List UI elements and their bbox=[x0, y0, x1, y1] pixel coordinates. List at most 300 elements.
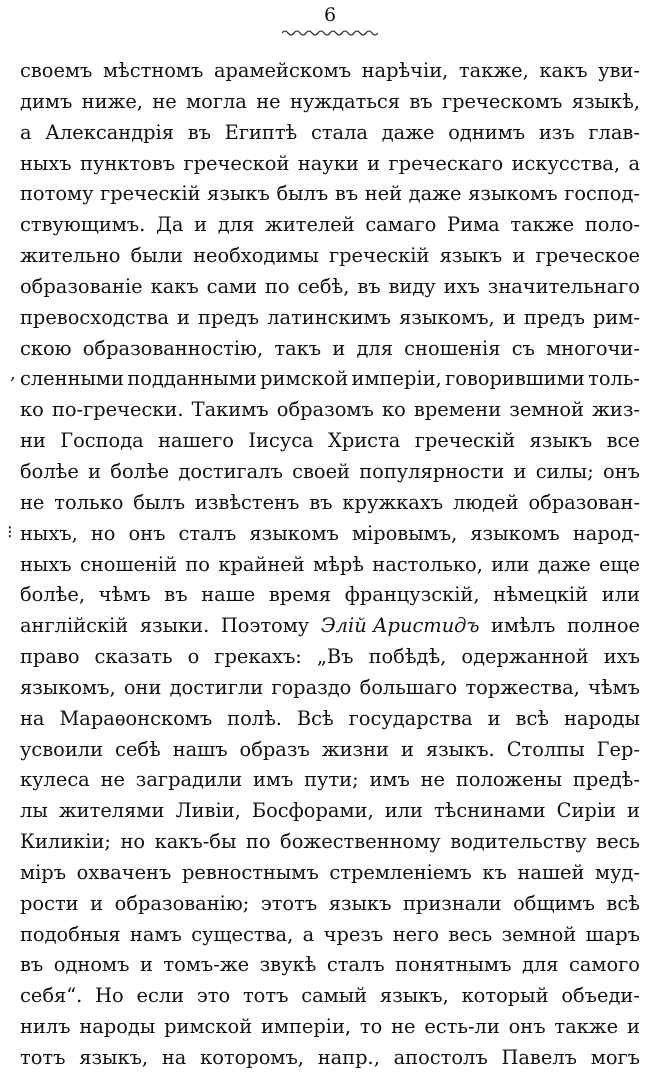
word: въ bbox=[309, 490, 333, 514]
text-line bbox=[20, 241, 640, 272]
word: мѣстномъ bbox=[102, 59, 204, 82]
word: все bbox=[606, 429, 640, 453]
word: стремленіемъ bbox=[329, 860, 472, 884]
word: и bbox=[487, 706, 501, 730]
word: Рима bbox=[447, 213, 500, 237]
word: и bbox=[513, 459, 527, 483]
word: самаго bbox=[365, 213, 437, 237]
word: ниже, bbox=[81, 89, 143, 113]
word: Александрія bbox=[45, 120, 174, 144]
word: языкѣ, bbox=[571, 89, 640, 113]
text-line bbox=[20, 426, 640, 457]
margin-mark: ⁝ bbox=[7, 522, 13, 543]
word: и bbox=[90, 891, 104, 915]
text-line bbox=[20, 673, 640, 704]
word: не bbox=[100, 768, 125, 792]
word: нилъ bbox=[20, 1015, 71, 1039]
word: ни bbox=[20, 429, 46, 453]
word: силы; bbox=[535, 459, 594, 483]
word: языкомъ bbox=[470, 521, 560, 545]
text-line bbox=[20, 519, 640, 550]
word: пунктовъ bbox=[80, 151, 176, 175]
word: сталъ bbox=[326, 953, 385, 977]
word: ныхъ, bbox=[20, 521, 78, 545]
word: латинскимъ bbox=[267, 305, 391, 329]
word: не bbox=[391, 1015, 416, 1039]
text-line bbox=[20, 735, 640, 766]
word: языки. bbox=[139, 614, 210, 638]
word: для bbox=[217, 213, 255, 237]
word: міръ bbox=[20, 860, 67, 884]
word: грекахъ: bbox=[214, 645, 302, 669]
word: жительно bbox=[20, 244, 121, 268]
word: подданными bbox=[127, 367, 257, 391]
word: шаръ bbox=[585, 922, 640, 946]
word: многочи- bbox=[546, 336, 640, 360]
word: нарѣчіи, bbox=[361, 59, 449, 82]
word: нѣмецкій bbox=[493, 583, 589, 607]
word: чрезъ bbox=[323, 922, 384, 946]
word: который bbox=[461, 984, 549, 1008]
word: ныхъ bbox=[20, 552, 72, 576]
word: Мараѳонскомъ bbox=[59, 706, 213, 730]
word: „Въ bbox=[316, 645, 354, 669]
word: Сиріи bbox=[556, 799, 616, 823]
word: сношеній bbox=[80, 552, 178, 576]
word: Такимъ bbox=[191, 398, 269, 422]
wavy-rule-ornament-icon bbox=[282, 28, 378, 38]
word: томъ-же bbox=[163, 953, 250, 977]
italic-name: Элій Аристидъ bbox=[320, 614, 480, 638]
text-line bbox=[20, 611, 640, 642]
text-line bbox=[20, 87, 640, 118]
word: одномъ bbox=[53, 953, 130, 977]
text-line bbox=[20, 56, 640, 87]
word: и bbox=[627, 799, 640, 823]
word: мѣрѣ bbox=[313, 552, 364, 576]
word: жителями bbox=[58, 799, 165, 823]
word: былъ bbox=[133, 490, 186, 514]
word: усвоили bbox=[20, 737, 104, 761]
word: ихъ bbox=[443, 274, 480, 298]
word: полное bbox=[566, 614, 640, 638]
word: ныхъ bbox=[20, 151, 72, 175]
word: государства bbox=[348, 706, 473, 730]
word: пути; bbox=[304, 768, 359, 792]
word: нашего bbox=[158, 429, 234, 453]
word: не bbox=[152, 89, 177, 113]
word: побѣдѣ, bbox=[368, 645, 447, 669]
word: то bbox=[359, 1015, 383, 1039]
word: греческомъ bbox=[441, 89, 563, 113]
text-line bbox=[20, 889, 640, 920]
word: образованію; bbox=[114, 891, 250, 915]
word: какъ bbox=[150, 274, 199, 298]
word: греческаго bbox=[388, 151, 504, 175]
word: и bbox=[332, 336, 346, 360]
word: рим- bbox=[593, 305, 640, 329]
text-line bbox=[20, 920, 640, 951]
word: поло- bbox=[584, 213, 640, 237]
word: греческой bbox=[183, 151, 290, 175]
word: торжества, bbox=[465, 675, 580, 699]
word: ко bbox=[381, 398, 406, 422]
word: но bbox=[90, 521, 116, 545]
word: предѣ- bbox=[572, 768, 640, 792]
text-line bbox=[20, 858, 640, 889]
text-line bbox=[20, 272, 640, 303]
word: они bbox=[123, 675, 162, 699]
word: и bbox=[367, 151, 381, 175]
word: Ливіи, bbox=[175, 799, 241, 823]
word: значительнаго bbox=[487, 274, 640, 298]
word: виду bbox=[388, 274, 436, 298]
word: наше bbox=[201, 583, 256, 607]
word: въ bbox=[334, 182, 359, 206]
text-line bbox=[20, 981, 640, 1012]
word: тѣснинами bbox=[433, 799, 546, 823]
word: тотъ bbox=[242, 984, 289, 1008]
word: Босфорами, bbox=[251, 799, 374, 823]
word: для bbox=[356, 336, 393, 360]
word: земной bbox=[501, 922, 577, 946]
word: крайней bbox=[218, 552, 305, 576]
word: достигалъ bbox=[178, 459, 283, 483]
text-line bbox=[20, 179, 640, 210]
word: Египтѣ bbox=[224, 120, 298, 144]
word: въ bbox=[187, 120, 211, 144]
word: имъ bbox=[369, 768, 410, 792]
word: апостолъ bbox=[393, 1046, 488, 1069]
word: а bbox=[20, 120, 32, 144]
text-line bbox=[20, 704, 640, 735]
word: популярности bbox=[359, 459, 505, 483]
word: сами bbox=[206, 274, 258, 298]
word: также bbox=[554, 1015, 619, 1039]
word: въ bbox=[357, 274, 381, 298]
word: имперіи, bbox=[260, 1015, 352, 1039]
word: въ bbox=[409, 89, 433, 113]
word: и bbox=[176, 305, 190, 329]
word: сленными bbox=[20, 367, 124, 391]
word: римской bbox=[260, 367, 349, 391]
word: уви- bbox=[598, 59, 640, 82]
word: тотъ bbox=[20, 1046, 66, 1069]
word: сказать bbox=[94, 645, 173, 669]
word: Господа bbox=[60, 429, 144, 453]
word: даже bbox=[408, 182, 462, 206]
word: существа, bbox=[191, 922, 294, 946]
word: него bbox=[392, 922, 439, 946]
word: заградили bbox=[135, 768, 243, 792]
word: языкъ bbox=[207, 182, 270, 206]
word: потому bbox=[20, 182, 94, 206]
word: англійскій bbox=[20, 614, 129, 638]
word: Киликіи; bbox=[20, 830, 111, 854]
word: есть-ли bbox=[424, 1015, 500, 1039]
word: достигли bbox=[169, 675, 264, 699]
word: рости bbox=[20, 891, 79, 915]
word: образованіе bbox=[20, 274, 143, 298]
word: также, bbox=[458, 59, 529, 82]
word: народы bbox=[79, 1015, 156, 1039]
word: языкъ bbox=[328, 891, 392, 915]
word: науки bbox=[297, 151, 359, 175]
word: всѣ bbox=[606, 891, 640, 915]
word: для bbox=[521, 953, 559, 977]
word: охваченъ bbox=[76, 860, 172, 884]
text-line bbox=[20, 642, 640, 673]
word: звукѣ bbox=[259, 953, 317, 977]
word: себѣ bbox=[115, 737, 161, 761]
word: онъ bbox=[128, 521, 166, 545]
word: Всѣ bbox=[296, 706, 334, 730]
word: Поэтому bbox=[220, 614, 310, 638]
word: земной bbox=[509, 398, 584, 422]
word: предъ bbox=[523, 305, 585, 329]
word: или bbox=[491, 552, 530, 576]
word: сношенія bbox=[404, 336, 501, 360]
word: языкъ bbox=[439, 244, 503, 268]
word: арамейскомъ bbox=[213, 59, 352, 82]
word: или bbox=[601, 583, 640, 607]
text-line bbox=[20, 827, 640, 858]
word: какъ-бы bbox=[154, 830, 237, 854]
word: а bbox=[628, 151, 640, 175]
word: имъ bbox=[252, 768, 294, 792]
word: чѣмъ bbox=[588, 675, 640, 699]
word: необходимы bbox=[193, 244, 319, 268]
word: образованностію, bbox=[82, 336, 264, 360]
text-line bbox=[20, 118, 640, 149]
word: сталъ bbox=[178, 521, 237, 545]
word: еще bbox=[598, 552, 640, 576]
text-line bbox=[20, 210, 640, 241]
text-line bbox=[20, 334, 640, 365]
word: даже bbox=[537, 552, 591, 576]
word: языкъ bbox=[529, 429, 593, 453]
word: языкомъ, bbox=[20, 675, 116, 699]
word: своемъ bbox=[20, 59, 93, 82]
text-line bbox=[20, 950, 640, 981]
word: подобныя bbox=[20, 922, 121, 946]
word: времени bbox=[413, 398, 502, 422]
word: себя“. bbox=[20, 984, 83, 1008]
word: о bbox=[187, 645, 200, 669]
word: Но bbox=[95, 984, 124, 1008]
text-line bbox=[20, 580, 640, 611]
word: ревностнымъ bbox=[181, 860, 319, 884]
word: предъ bbox=[198, 305, 260, 329]
word: народ- bbox=[572, 521, 640, 545]
text-line bbox=[20, 550, 640, 581]
word: себѣ, bbox=[297, 274, 350, 298]
word: но bbox=[120, 830, 146, 854]
word: Да bbox=[156, 213, 184, 237]
word: ней bbox=[364, 182, 403, 206]
word: и bbox=[88, 459, 102, 483]
word: греческій bbox=[100, 182, 201, 206]
word: Павелъ bbox=[501, 1046, 577, 1069]
word: на bbox=[161, 1046, 187, 1069]
word: языкомъ bbox=[468, 182, 558, 206]
word: такъ bbox=[274, 336, 322, 360]
word: болѣе, bbox=[20, 583, 85, 607]
word: самого bbox=[568, 953, 640, 977]
word: жиз- bbox=[592, 398, 640, 422]
word: на bbox=[20, 706, 45, 730]
word: не bbox=[256, 89, 281, 113]
text-line bbox=[20, 1012, 640, 1043]
word: языкомъ bbox=[249, 521, 339, 545]
word: нашей bbox=[517, 860, 585, 884]
word: которомъ, bbox=[200, 1046, 304, 1069]
word: намъ bbox=[129, 922, 182, 946]
word: только bbox=[54, 490, 124, 514]
word: напр., bbox=[317, 1046, 380, 1069]
word: однимъ bbox=[448, 120, 526, 144]
word: имперіи, bbox=[351, 367, 442, 391]
word: ко bbox=[20, 398, 44, 422]
word: настолько, bbox=[372, 552, 483, 576]
word: толь- bbox=[588, 367, 640, 391]
word: народы bbox=[563, 706, 640, 730]
word: Христа bbox=[328, 429, 401, 453]
word: этотъ bbox=[260, 891, 318, 915]
word: общимъ bbox=[513, 891, 595, 915]
word: по-гречески. bbox=[51, 398, 184, 422]
word: и bbox=[139, 953, 153, 977]
text-line bbox=[20, 395, 640, 426]
word: положены bbox=[455, 768, 563, 792]
word: ихъ bbox=[603, 645, 640, 669]
word: римской bbox=[164, 1015, 253, 1039]
word: глав- bbox=[588, 120, 640, 144]
word: стала bbox=[310, 120, 368, 144]
text-line bbox=[20, 765, 640, 796]
word: и bbox=[400, 737, 414, 761]
word: не bbox=[420, 768, 446, 792]
word: людей bbox=[453, 490, 519, 514]
word: говорившими bbox=[445, 367, 585, 391]
word: онъ bbox=[603, 459, 640, 483]
word: божественному bbox=[280, 830, 441, 854]
word: Столпы bbox=[506, 737, 585, 761]
word: извѣстенъ bbox=[194, 490, 300, 514]
word: и bbox=[502, 305, 516, 329]
word: водительству bbox=[450, 830, 587, 854]
word: признали bbox=[402, 891, 502, 915]
word: время bbox=[268, 583, 332, 607]
word: кулеса bbox=[20, 768, 90, 792]
text-line bbox=[20, 364, 640, 395]
word: языкъ. bbox=[425, 737, 495, 761]
word: если bbox=[136, 984, 185, 1008]
word: нашъ bbox=[172, 737, 228, 761]
body-text bbox=[20, 56, 640, 1074]
text-line bbox=[20, 1043, 640, 1074]
word: съ bbox=[511, 336, 535, 360]
word: всѣ bbox=[515, 706, 550, 730]
word: также bbox=[510, 213, 575, 237]
word: греческій bbox=[328, 244, 430, 268]
margin-mark: , bbox=[10, 363, 16, 384]
word: по bbox=[245, 830, 271, 854]
word: къ bbox=[482, 860, 507, 884]
word: греческое bbox=[535, 244, 640, 268]
word: полѣ. bbox=[227, 706, 282, 730]
word: жителей bbox=[264, 213, 355, 237]
word: и bbox=[512, 244, 526, 268]
text-line bbox=[20, 457, 640, 488]
word: господ- bbox=[564, 182, 640, 206]
word: и bbox=[626, 1015, 640, 1039]
word: онъ bbox=[508, 1015, 546, 1039]
word: это bbox=[196, 984, 231, 1008]
word: даже bbox=[381, 120, 435, 144]
word: гораздо bbox=[271, 675, 352, 699]
word: былъ bbox=[276, 182, 329, 206]
text-line bbox=[20, 488, 640, 519]
word: скою bbox=[20, 336, 72, 360]
text-line bbox=[20, 796, 640, 827]
text-line bbox=[20, 149, 640, 180]
word: объеди- bbox=[561, 984, 640, 1008]
word: имѣлъ bbox=[491, 614, 556, 638]
word: одержанной bbox=[461, 645, 589, 669]
word: образъ bbox=[239, 737, 310, 761]
word: весь bbox=[448, 922, 493, 946]
word: не bbox=[20, 490, 45, 514]
word: большаго bbox=[359, 675, 458, 699]
word: могъ bbox=[590, 1046, 640, 1069]
word: болѣе bbox=[110, 459, 170, 483]
word: понятнымъ bbox=[395, 953, 512, 977]
word: міровымъ, bbox=[351, 521, 458, 545]
word: димъ bbox=[20, 89, 73, 113]
word: ствующимъ. bbox=[20, 213, 146, 237]
word: или bbox=[384, 799, 423, 823]
word: изъ bbox=[538, 120, 575, 144]
word: по bbox=[185, 552, 210, 576]
word: кружкахъ bbox=[342, 490, 444, 514]
word: какъ bbox=[539, 59, 588, 82]
word: муд- bbox=[595, 860, 640, 884]
word: образомъ bbox=[276, 398, 374, 422]
word: въ bbox=[164, 583, 188, 607]
word: Гер- bbox=[596, 737, 640, 761]
word: искусства, bbox=[511, 151, 621, 175]
word: языкъ, bbox=[379, 984, 449, 1008]
word: нуждаться bbox=[289, 89, 401, 113]
word: весь bbox=[596, 830, 640, 854]
word: языкомъ, bbox=[399, 305, 495, 329]
word: лы bbox=[20, 799, 48, 823]
word: могла bbox=[186, 89, 247, 113]
word: чѣмъ bbox=[98, 583, 151, 607]
word: а bbox=[302, 922, 315, 946]
word: французскій, bbox=[344, 583, 480, 607]
word: языкъ, bbox=[79, 1046, 149, 1069]
word: право bbox=[20, 645, 80, 669]
word: болѣе bbox=[20, 459, 79, 483]
word: были bbox=[130, 244, 183, 268]
word: Іисуса bbox=[248, 429, 314, 453]
page-number: 6 bbox=[323, 4, 337, 26]
word: жизни bbox=[321, 737, 389, 761]
word: своей bbox=[292, 459, 350, 483]
word: по bbox=[265, 274, 290, 298]
